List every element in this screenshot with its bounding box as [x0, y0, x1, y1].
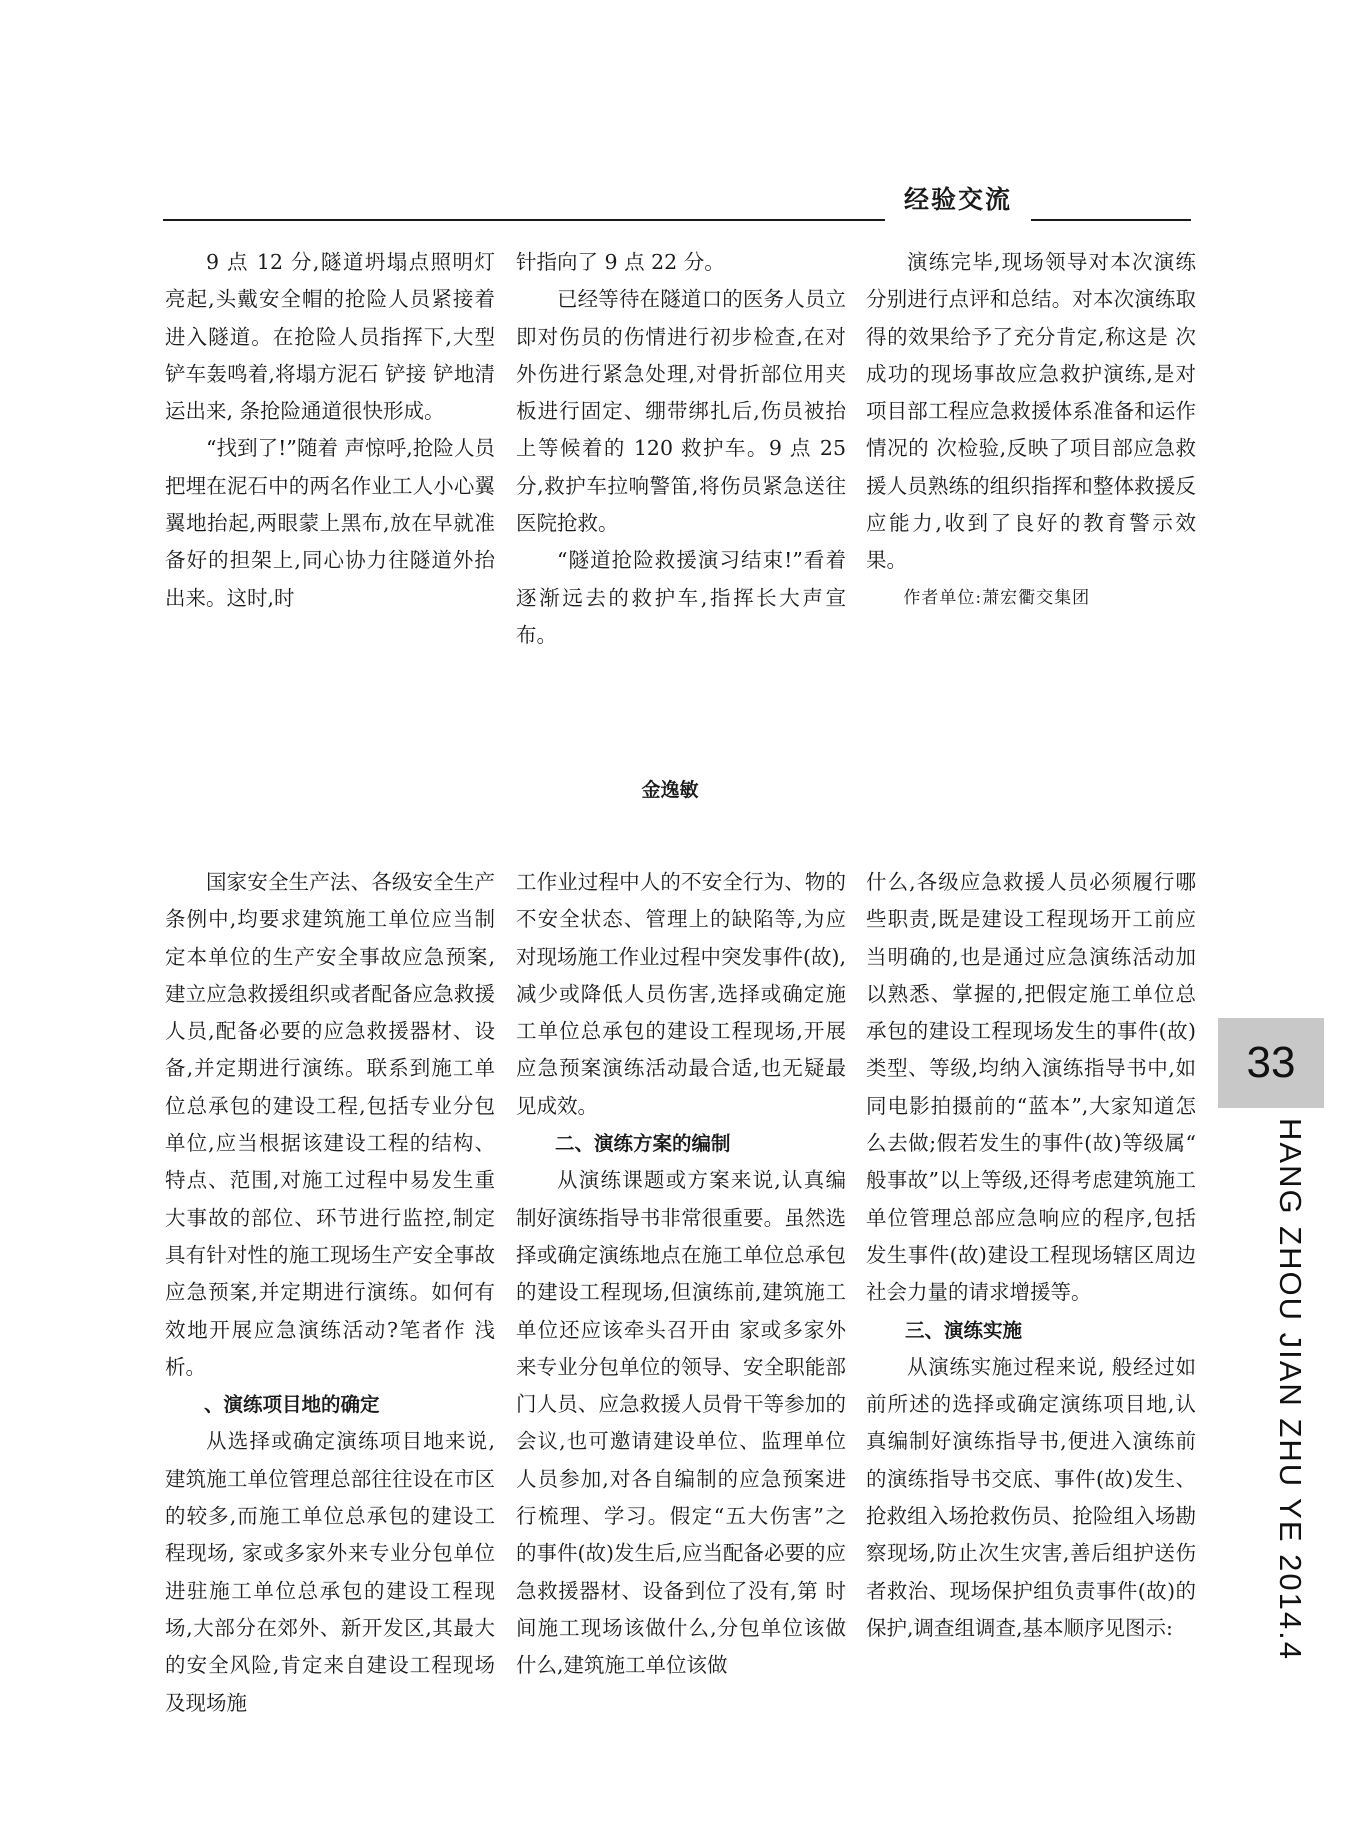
header-rule-right	[1031, 219, 1191, 221]
paragraph: 国家安全生产法、各级安全生产条例中,均要求建筑施工单位应当制定本单位的生产安全事故应急预案,建立应急救援组织或者配备应急救援人员,配备必要的应急救援器材、设备,并定期进行演练。联系到施工单位总承包的建设工程,包括专业分包单位,应当根据该建设工程的结构、特点、范围,对施工过程中易发生重大事故的部位、环节进行监控,制定具有针对性的施工现场生产安全事故应急预案,并定期进行演练。如何有效地开展应急演练活动?笔者作 浅析。	[165, 870, 495, 1379]
article-author: 金逸敏	[641, 779, 699, 801]
paragraph: “找到了!”随着 声惊呼,抢险人员把埋在泥石中的两名作业工人小心翼翼地抬起,两眼蒙上黑布,放在早就准备好的担架上,同心协力往隧道外抬出来。这时,时	[165, 436, 495, 610]
paragraph: 9 点 12 分,隧道坍塌点照明灯亮起,头戴安全帽的抢险人员紧接着进入隧道。在抢险人员指挥下,大型铲车轰鸣着,将塌方泥石 铲接 铲地清运出来, 条抢险通道很快形成。	[165, 250, 495, 424]
section-heading: 二、演练方案的编制	[555, 1132, 731, 1156]
top-article-column-3	[866, 244, 1196, 617]
paragraph: 从选择或确定演练项目地来说,建筑施工单位管理总部往往设在市区的较多,而施工单位总承包的建设工程现场, 家或多家外来专业分包单位进驻施工单位总承包的建设工程现场,大部分在郊外、新开发区,其最大的安全风险,肯定来自建设工程现场及现场施	[165, 1429, 495, 1715]
paragraph: “隧道抢险救援演习结束!”看着逐渐远去的救护车,指挥长大声宣布。	[516, 548, 846, 647]
paragraph-continuation: 工作业过程中人的不安全行为、物的不安全状态、管理上的缺陷等,为应对现场施工作业过程中突发事件(故),减少或降低人员伤害,选择或确定施工单位总承包的建设工程现场,开展应急预案演练活动最合适,也无疑最见成效。	[516, 870, 847, 1118]
page-number-tab: 33	[1218, 1018, 1324, 1108]
bottom-article-column-1	[165, 864, 495, 1722]
bottom-article-column-2	[516, 864, 846, 1685]
section-heading: 、演练项目地的确定	[204, 1393, 380, 1417]
paragraph: 从演练实施过程来说, 般经过如前所述的选择或确定演练项目地,认真编制好演练指导书,便进入演练前的演练指导书交底、事件(故)发生、抢救组入场抢救伤员、抢险组入场勘察现场,防止次生灾害,善后组护送伤者救治、现场保护组负责事件(故)的保护,调查组调查,基本顺序见图示:	[866, 1354, 1196, 1640]
paragraph: 演练完毕,现场领导对本次演练分别进行点评和总结。对本次演练取得的效果给予了充分肯定,称这是 次成功的现场事故应急救护演练,是对项目部工程应急救援体系准备和运作情况的 次检验,反映了项目部应急救援人员熟练的组织指挥和整体救援反应能力,收到了良好的教育警示效果。	[866, 250, 1196, 573]
top-article-column-1	[165, 244, 495, 617]
paragraph-continuation: 什么,各级应急救援人员必须履行哪些职责,既是建设工程现场开工前应当明确的,也是通过应急演练活动加以熟悉、掌握的,把假定施工单位总承包的建设工程现场发生的事件(故)类型、等级,均纳入演练指导书中,如同电影拍摄前的“蓝本”,大家知道怎么去做;假若发生的事件(故)等级属“ 般事故”以上等级,还得考虑建筑施工单位管理总部应急响应的程序,包括发生事件(故)建设工程现场辖区周边社会力量的请求增援等。	[866, 870, 1196, 1305]
paragraph-continuation: 针指向了 9 点 22 分。	[516, 250, 725, 274]
section-label: 经验交流	[903, 185, 1012, 214]
header-rule-left	[163, 219, 885, 221]
bottom-article-column-3	[866, 864, 1196, 1647]
author-affiliation: 作者单位:萧宏衢交集团	[903, 587, 1091, 608]
section-heading: 三、演练实施	[905, 1318, 1023, 1342]
journal-name-vertical: HANG ZHOU JIAN ZHU YE 2014.4	[1273, 1118, 1308, 1661]
paragraph: 从演练课题或方案来说,认真编制好演练指导书非常很重要。虽然选择或确定演练地点在施工单位总承包的建设工程现场,但演练前,建筑施工单位还应该牵头召开由 家或多家外来专业分包单位的领导、安全职能部门人员、应急救援人员骨干等参加的会议,也可邀请建设单位、监理单位人员参加,对各自编制的应急预案进行梳理、学习。假定“五大伤害”之 的事件(故)发生后,应当配备必要的应急救援器材、设备到位了没有,第 时间施工现场该做什么,分包单位该做什么,建筑施工单位该做	[516, 1168, 847, 1678]
paragraph: 已经等待在隧道口的医务人员立即对伤员的伤情进行初步检查,在对外伤进行紧急处理,对骨折部位用夹板进行固定、绷带绑扎后,伤员被抬上等候着的 120 救护车。9 点 25 分,救护车拉响警笛,将伤员紧急送往医院抢救。	[516, 287, 846, 536]
top-article-column-2	[516, 244, 846, 654]
